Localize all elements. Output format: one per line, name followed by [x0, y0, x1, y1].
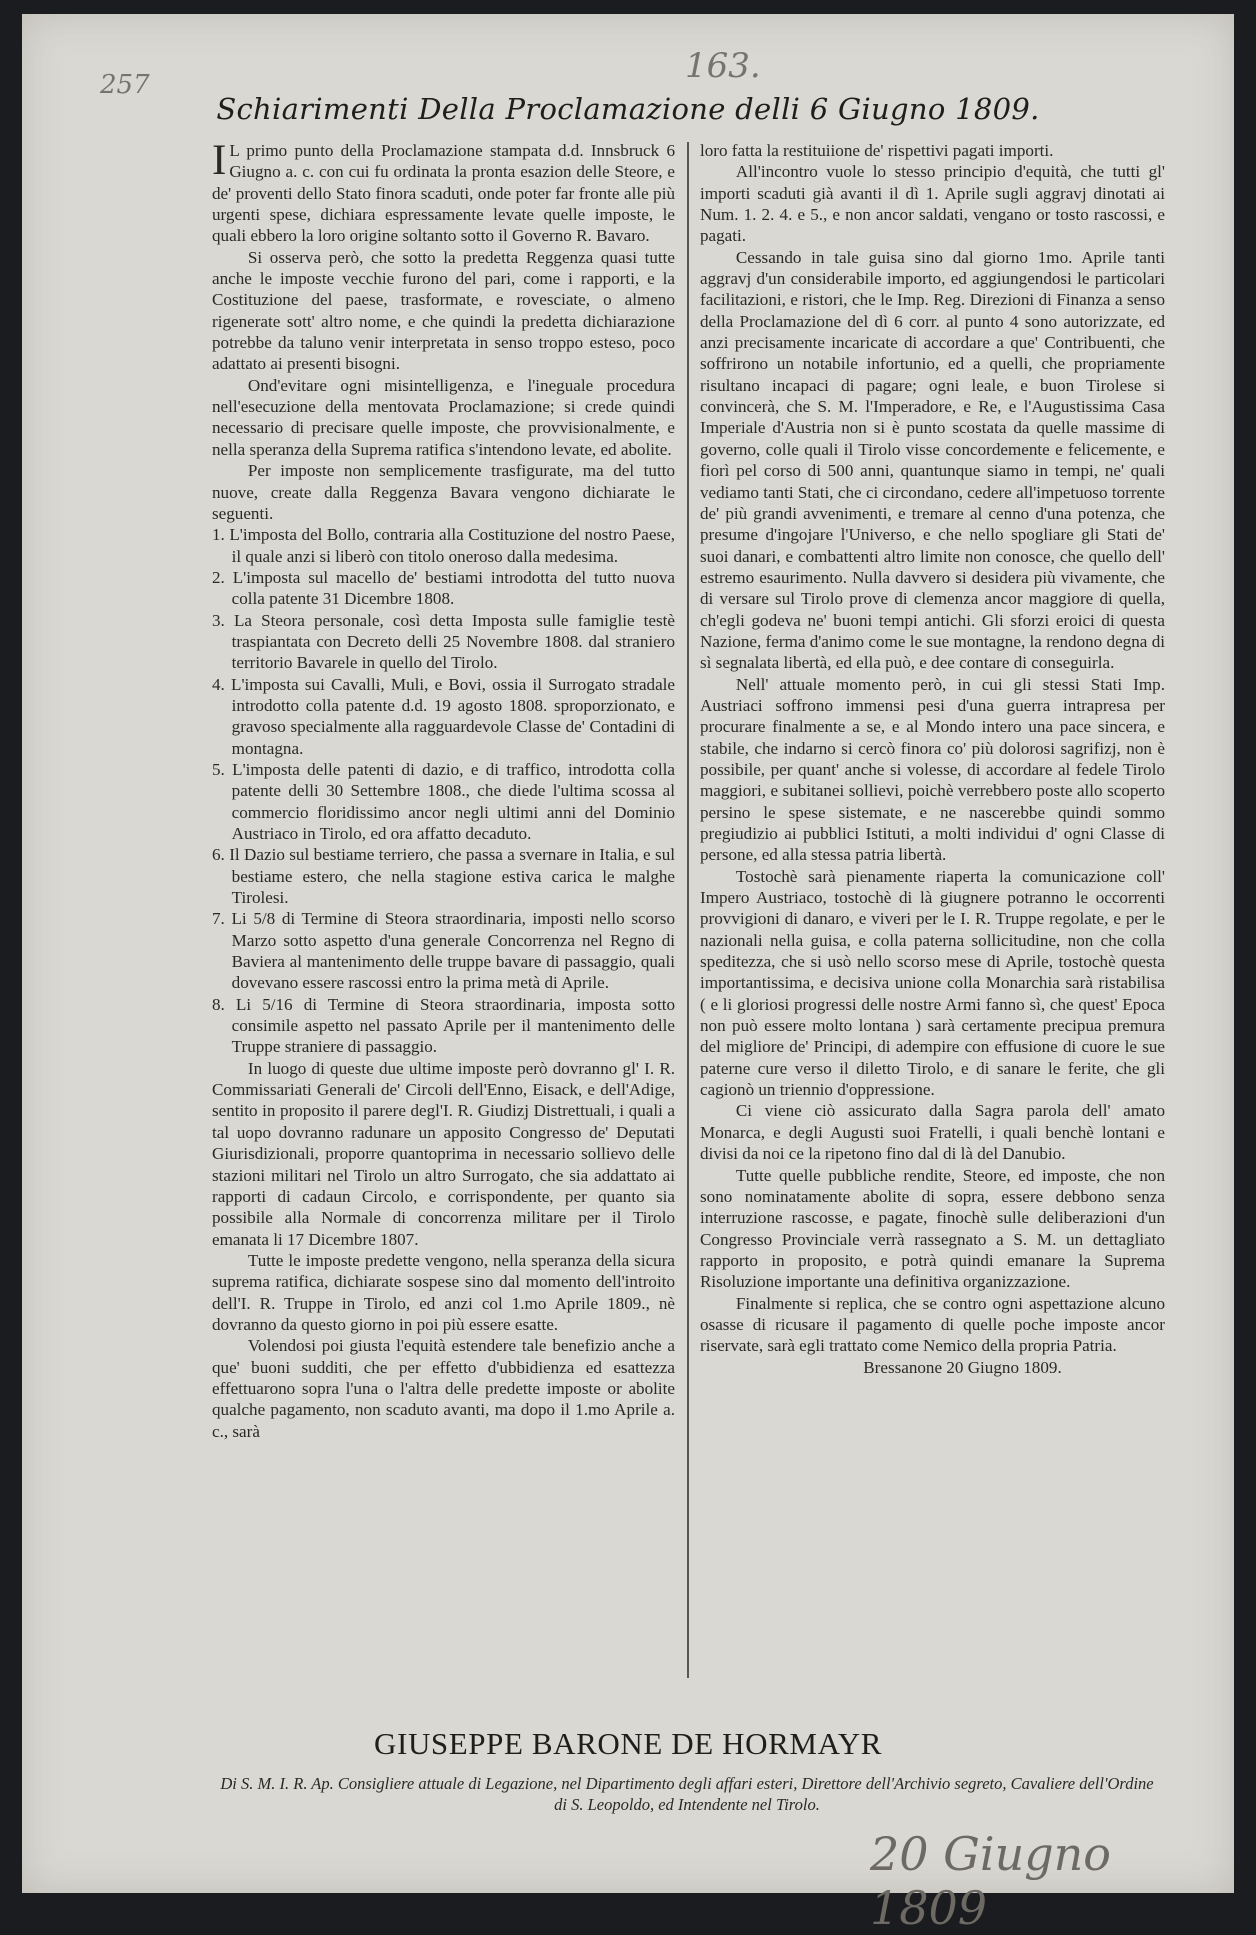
paragraph: Nell' attuale momento però, in cui gli stessi Stati Imp. Austriaci soffrono immensi pesi d'una guerra intrapresa per procurare finalmente a se, e al Mondo intero una pace sincera, e stabile, che indarno si cercò finora co' più dolorosi sagrifizj, non è possibile, per quant' anche si volesse, di accordare al fedele Tirolo maggiori, e subitanei sollievi, poichè verrebbero poste allo scoperto persino le spese sistemate, e ne nascerebbe quindi sommo pregiudizio ai pubblici Istituti, a molti individui d' ogni Classe di persone, ed alla stessa patria libertà.: [700, 674, 1165, 865]
paragraph: Per imposte non semplicemente trasfigurate, ma del tutto nuove, create dalla Reggenza Bavara vengono dichiarate le seguenti.: [212, 461, 675, 523]
handwritten-number-top-center: 163.: [685, 46, 761, 86]
paragraph: Tutte le imposte predette vengono, nella speranza della sicura suprema ratifica, dichiarate sospese sino dal momento dell'introito dell'I. R. Truppe in Tirolo, ed anzi col 1.mo Aprile 1809., nè dovranno da questo giorno in poi più essere esatte.: [212, 1250, 675, 1334]
column-divider: [687, 142, 689, 1678]
signatory-titles: Di S. M. I. R. Ap. Consigliere attuale di Legazione, nel Dipartimento degli affari esteri, Direttore dell'Archivio segreto, Cavaliere dell'Ordine di S. Leopoldo, ed Intendente nel Tirolo.: [220, 1774, 1154, 1814]
list-item: 4. L'imposta sui Cavalli, Muli, e Bovi, ossia il Surrogato stradale introdotto colla patente d.d. 19 agosto 1808. sproporzionato, e gravoso specialmente alla ragguardevole Classe de' Contadini di montagna.: [212, 674, 675, 758]
paragraph: Tutte quelle pubbliche rendite, Steore, ed imposte, che non sono nominatamente abolite di sopra, essere debbono senza interruzione rascosse, e pagate, finochè sulle deliberazioni d'un Congresso Provinciale verrà rassegnato a S. M. un dettagliato rapporto in proposito, e potrà quindi emanare la Suprema Risoluzione importante una definitiva organizzazione.: [700, 1165, 1165, 1292]
paragraph: Ci viene ciò assicurato dalla Sagra parola dell' amato Monarca, e degli Augusti suoi Fratelli, i quali benchè lontani e divisi da noi ce la ripetono fino dal di là del Danubio.: [700, 1101, 1165, 1164]
list-item: 6. Il Dazio sul bestiame terriero, che passa a svernare in Italia, e sul bestiame estero, che nella stagione estiva carica le malghe Tirolesi.: [212, 845, 675, 908]
paragraph: Ond'evitare ogni misintelligenza, e l'ineguale procedura nell'esecuzione della mentovata Proclamazione; si crede quindi necessario di precisare quelle imposte, che provvisionalmente, e nella speranza della Suprema ratifica s'intendono levate, ed abolite.: [212, 375, 675, 459]
list-item: 7. Li 5/8 di Termine di Steora straordinaria, imposti nello scorso Marzo sotto aspetto d'una generale Concorrenza nel Regno di Baviera al mantenimento delle truppe bavare di passaggio, quali dovevano essere rascossi entro la prima metà di Aprile.: [212, 909, 675, 993]
paragraph: I L primo punto della Proclamazione stampata d.d. Innsbruck 6 Giugno a. c. con cui fu ordinata la pronta esazion delle Steore, e de' proventi dello Stato finora scaduti, onde poter far fronte alle più urgenti spese, dichiara espressamente levate quelle imposte, le quali ebbero la loro origine soltanto sotto il Governo R. Bavaro.: [212, 137, 675, 246]
signatory-name: GIUSEPPE BARONE DE HORMAYR: [374, 1726, 882, 1761]
left-column: [212, 137, 675, 1442]
paragraph: loro fatta la restituiione de' rispettivi pagati importi.: [700, 141, 1054, 160]
document-sheet: [22, 14, 1234, 1935]
document-title: Schiarimenti Della Proclamazione delli 6 Giugno 1809.: [216, 92, 1040, 126]
drop-cap: I: [212, 137, 227, 184]
paragraph: Finalmente si replica, che se contro ogni aspettazione alcuno osasse di ricusare il pagamento di quelle poche imposte ancor riservate, sarà egli trattato come Nemico della propria Patria.: [700, 1293, 1165, 1356]
paragraph: Cessando in tale guisa sino dal giorno 1mo. Aprile tanti aggravj d'un considerabile importo, ed aggiungendosi le particolari facilitazioni, e ristori, che le Imp. Reg. Direzioni di Finanza a senso della Proclamazione del dì 6 corr. al punto 4 sono autorizzate, ed anzi precisamente incaricate di accordare a que' Contribuenti, che soffrirono un notabile infortunio, ed a quelli, che propriamente risultano incapaci di pagare; ogni leale, e buon Tirolese si convincerà, che S. M. l'Imperadore, e Re, e l'Augustissima Casa Imperiale d'Austria non si è punto scostata da quelle massime di governo, colle quali il Tirolo visse concordemente e felicemente, e fiorì pel corso di 500 anni, quantunque siamo in tempi, ne' quali vediamo tanti Stati, che ci circondano, cedere all'impetuoso torrente de' più grandi avvenimenti, e tremare al cenno d'una potenza, che presume d'ingojare l'Universo, e che nello spogliare gli Stati de' suoi danari, e combattenti altro limite non conosce, che quello dell' estremo esaurimento. Nulla davvero si desidera più vivamente, che di versare sul Tirolo prove di clemenza ancor maggiore di quella, ch'egli godeva ne' buoni tempi antichi. Gli sforzi eroici di questa Nazione, ferma d'animo come le sue montagne, la rendono degna di sì segnalata libertà, ed ella può, e dee contare di conseguirla.: [700, 247, 1165, 673]
list-item: 5. L'imposta delle patenti di dazio, e di traffico, introdotta colla patente delli 30 Settembre 1808., che diede l'ultima scossa al commercio floridissimo ancor negli ultimi anni del Dominio Austriaco in Tirolo, ed ora affatto decaduto.: [212, 759, 675, 843]
paragraph: Si osserva però, che sotto la predetta Reggenza quasi tutte anche le imposte vecchie furono del pari, come i rapporti, e la Costituzione del paese, trasformate, e rovesciate, o almeno rigenerate sott' altro nome, e che quindi la predetta dichiarazione potrebbe da taluno venir interpretata in senso troppo esteso, poco adattato ai presenti bisogni.: [212, 247, 675, 374]
list-item: 8. Li 5/16 di Termine di Steora straordinaria, imposta sotto consimile aspetto nel passato Aprile per il mantenimento delle Truppe straniere di passaggio.: [212, 994, 675, 1057]
right-column: [700, 140, 1165, 1378]
handwritten-date-bottom-right: 20 Giugno 1809: [870, 1827, 1112, 1935]
list-item: 1. L'imposta del Bollo, contraria alla Costituzione del nostro Paese, il quale anzi si liberò con titolo oneroso dalla medesima.: [212, 525, 675, 566]
handwritten-number-top-left: 257: [100, 70, 150, 100]
paragraph: Volendosi poi giusta l'equità estendere tale benefizio anche a que' buoni sudditi, che per effetto d'ubbidienza ed esattezza effettuarono sopra l'una o l'altra delle predette imposte or abolite qualche pagamento, non scaduto avanti, ma dopo il 1.mo Aprile a. c., sarà: [212, 1336, 675, 1441]
paragraph: In luogo di queste due ultime imposte però dovranno gl' I. R. Commissariati Generali de' Circoli dell'Enno, Eisack, e dell'Adige, sentito in proposito il parere degl'I. R. Giudizj Distrettuali, i quali a tal uopo dovranno radunare un apposito Congresso de' Deputati Giurisdizionali, proporre quantoprima in necessario sollievo delle stazioni militari nel Tirolo un altro Surrogato, che sia addattato ai rapporti di cadaun Circolo, e corrispondente, per quanto sia possibile alla Normale di concorrenza militare per il Tirolo emanata li 17 Dicembre 1807.: [212, 1058, 675, 1249]
list-item: 2. L'imposta sul macello de' bestiami introdotta del tutto nuova colla patente 31 Dicembre 1808.: [212, 567, 675, 609]
paragraph: All'incontro vuole lo stesso principio d'equità, che tutti gl' importi scaduti già avanti il dì 1. Aprile sugli aggravj dinotati ai Num. 1. 2. 4. e 5., e non ancor saldati, vengano or tosto rascossi, e pagati.: [700, 162, 1165, 246]
list-item: 3. La Steora personale, così detta Imposta sulle famiglie testè traspiantata con Decreto delli 25 Novembre 1808. dal straniero territorio Bavarele in quello del Tirolo.: [212, 610, 675, 673]
paragraph: Tostochè sarà pienamente riaperta la comunicazione coll' Impero Austriaco, tostochè di là giugnere potranno le occorrenti provvigioni di danaro, e viveri per le I. R. Truppe regolate, e per le nazionali nella guisa, e colla paterna sollicitudine, non che colla speditezza, che si usò nello scorso mese di Aprile, tostochè questa importantissima, e decisiva unione colla Monarchia sarà ristabilisa ( e li gloriosi progressi delle nostre Armi fanno sì, che quest' Epoca non può essere molto lontana ) sarà certamente precipua premura del migliore de' Principi, di adempire con effusione di cuore le sue paterne cure verso il diletto Tirolo, e di sanare le ferite, che gli cagionò un triennio d'oppressione.: [700, 866, 1165, 1100]
date-line: Bressanone 20 Giugno 1809.: [863, 1357, 1062, 1377]
